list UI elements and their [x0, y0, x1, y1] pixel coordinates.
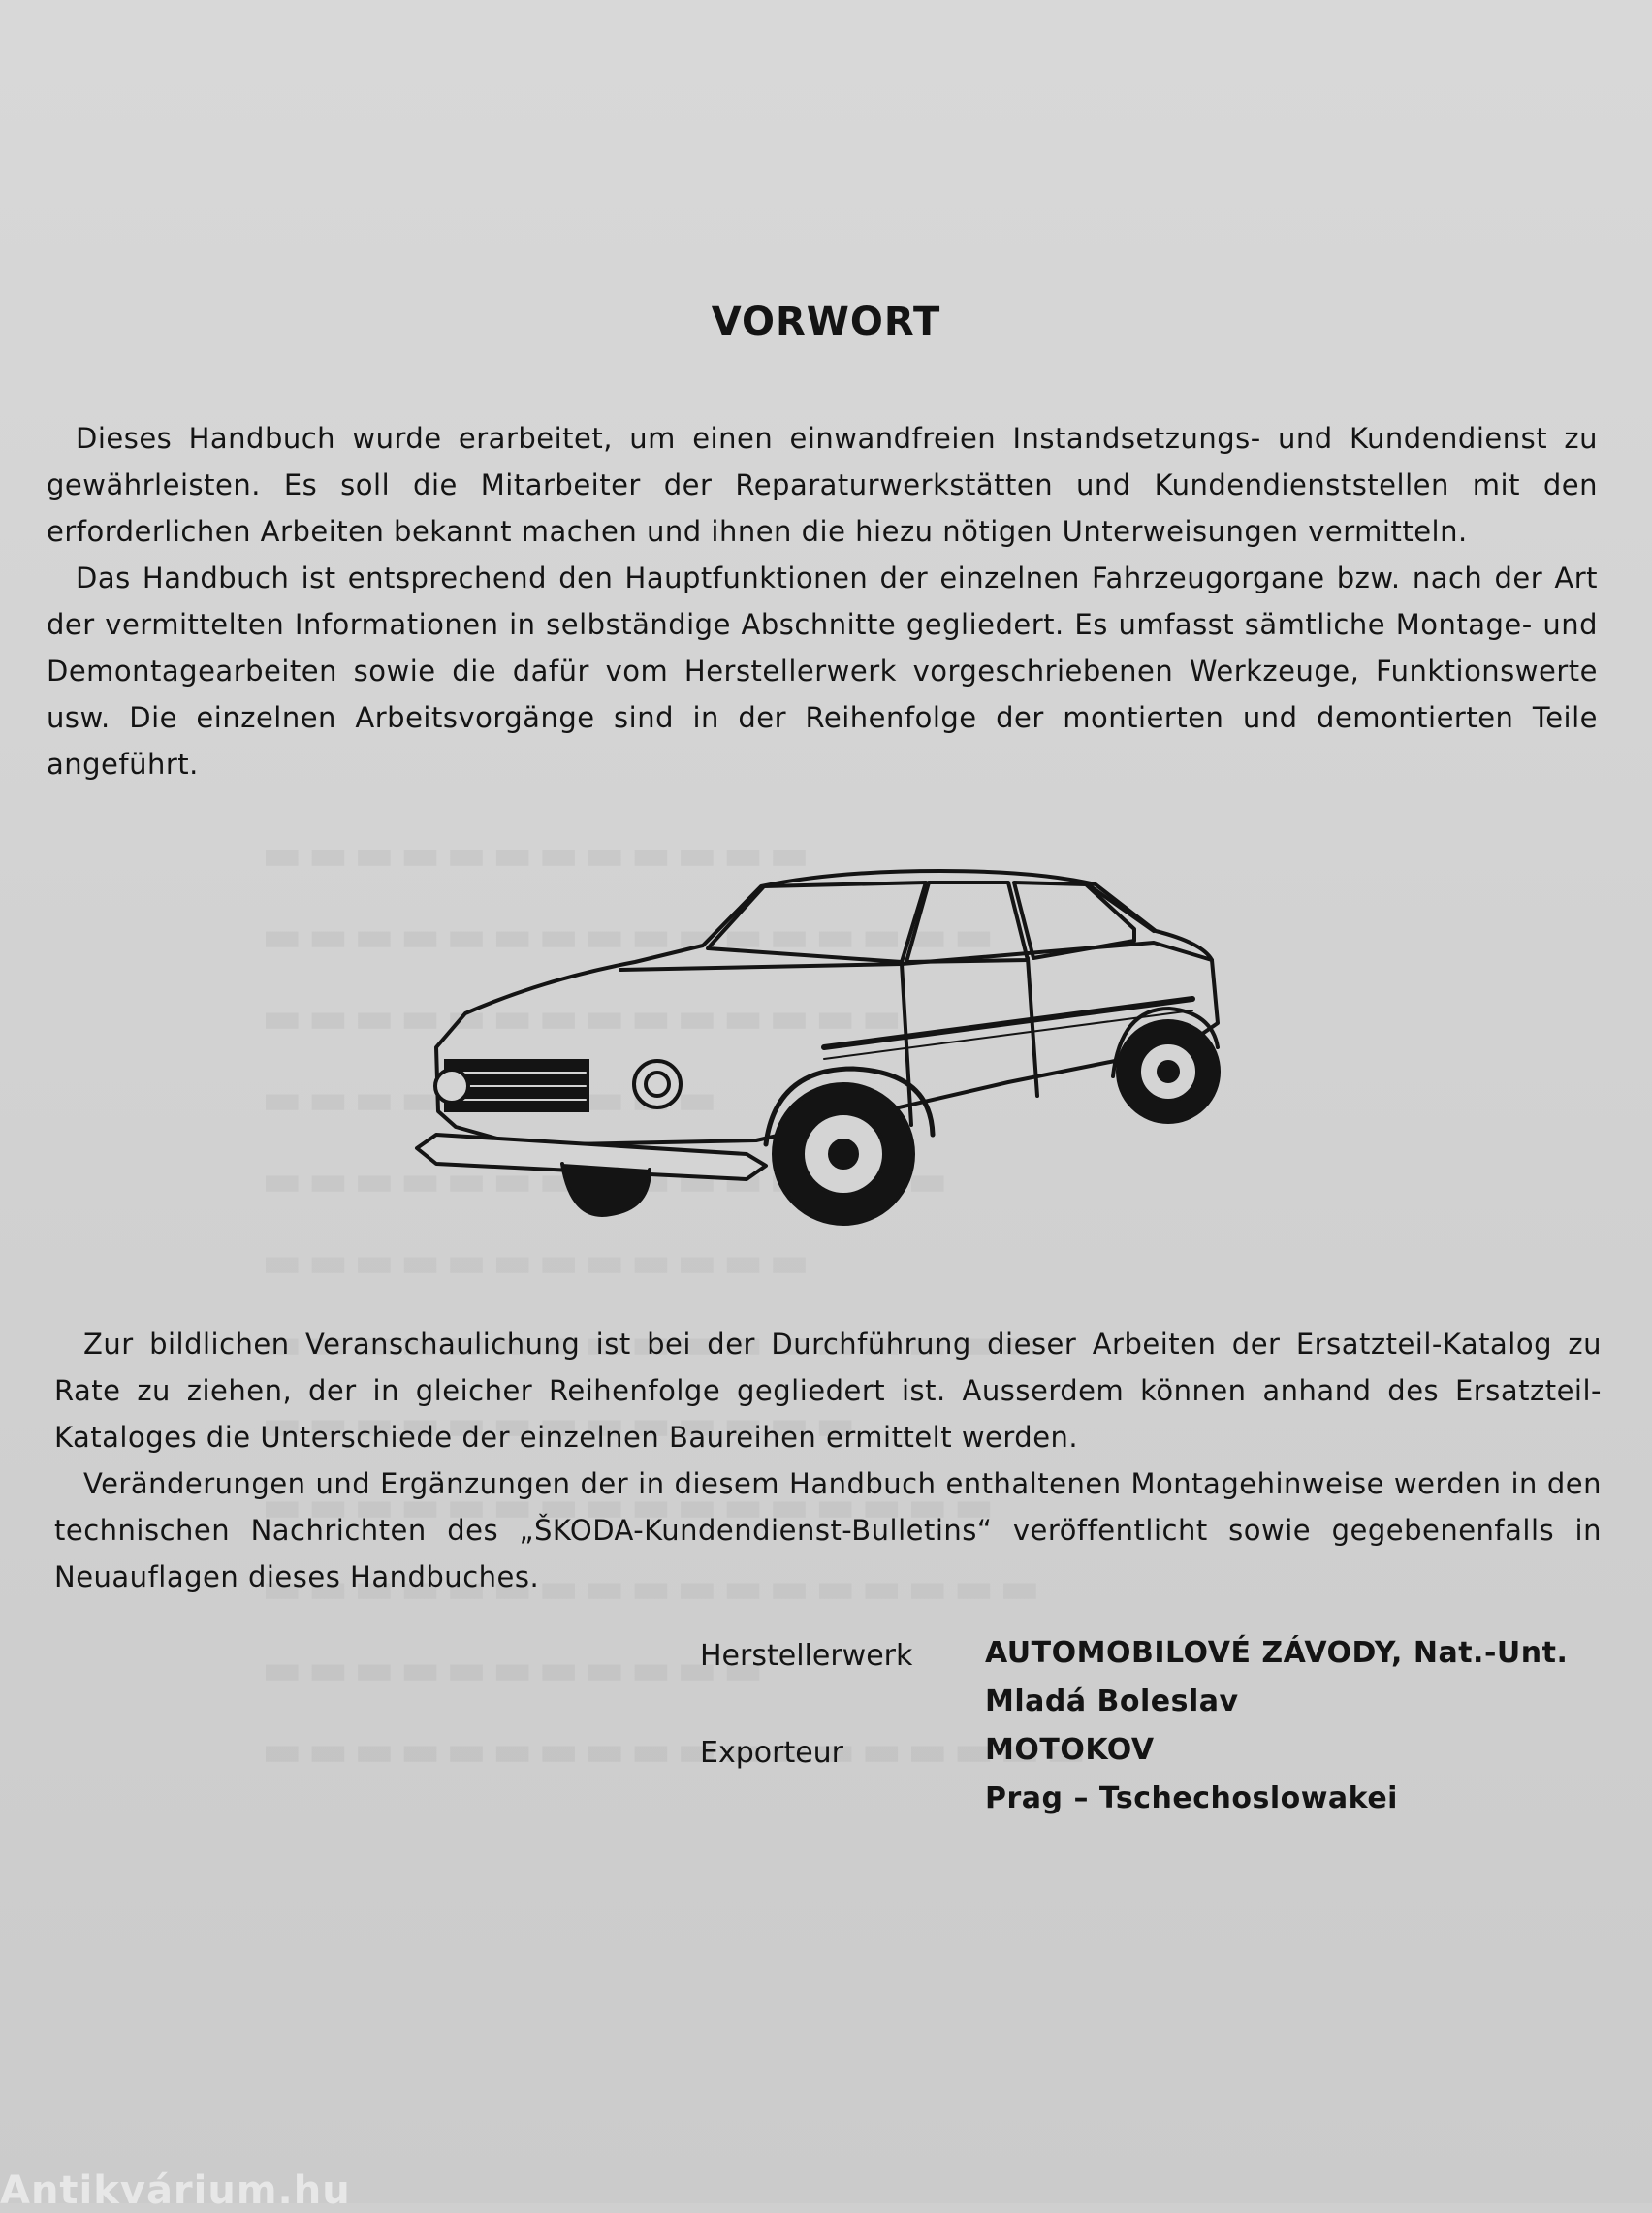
- car-door-line: [1028, 958, 1037, 1096]
- car-front-door-window: [906, 882, 1028, 962]
- page-title: VORWORT: [711, 299, 941, 344]
- exporter-label: Exporteur: [700, 1736, 844, 1770]
- intro-text: [47, 415, 1598, 787]
- outro-text: [54, 1321, 1602, 1600]
- car-windshield: [708, 882, 926, 962]
- intro-paragraph: Dieses Handbuch wurde erarbeitet, um einen einwandfreien Instandsetzungs- und Kundendienst zu gewährleisten. Es soll die Mitarbeiter der Reparaturwerkstätten und Kundendienststellen mit den erforderlichen Arbeiten bekannt machen und ihnen die hiezu nötigen Unterweisungen vermitteln.: [47, 422, 1598, 548]
- manufacturer-label: Herstellerwerk: [700, 1639, 913, 1673]
- watermark: Antikvárium.hu: [0, 2168, 351, 2213]
- manufacturer-city: Mladá Boleslav: [985, 1684, 1239, 1718]
- exporter-name: MOTOKOV: [985, 1733, 1155, 1767]
- exporter-city: Prag – Tschechoslowakei: [985, 1781, 1398, 1815]
- manufacturer-name: AUTOMOBILOVÉ ZÁVODY, Nat.-Unt.: [985, 1636, 1569, 1670]
- intro-paragraph: Das Handbuch ist entsprechend den Hauptfunktionen der einzelnen Fahrzeugorgane bzw. nach der Art der vermittelten Informationen in selbständige Abschnitte gegliedert. Es umfasst sämtliche Montage- und Demontagearbeiten sowie die dafür vom Herstellerwerk vorgeschriebenen Werkzeuge, Funktionswerte usw. Die einzelnen Arbeitsvorgänge sind in der Reihenfolge der montierten und demontierten Teile angeführt.: [47, 561, 1598, 781]
- car-c-pillar: [1088, 884, 1154, 931]
- outro-paragraph: Zur bildlichen Veranschaulichung ist bei der Durchführung dieser Arbeiten der Ersatzteil-Katalog zu Rate zu ziehen, der in gleicher Reihenfolge gegliedert ist. Ausserdem können anhand des Ersatzteil-Kataloges die Unterschiede der einzelnen Baureihen ermittelt werden.: [54, 1328, 1602, 1454]
- car-door-line: [902, 964, 911, 1125]
- outro-paragraph: Veränderungen und Ergänzungen der in diesem Handbuch enthaltenen Montagehinweise werden in den technischen Nachrichten des „ŠKODA-Kundendienst-Bulletins“ veröffentlicht sowie gegebenenfalls in Neuauflagen dieses Handbuches.: [54, 1467, 1602, 1593]
- car-front-wheel: [774, 1084, 913, 1224]
- car-headlight: [435, 1070, 468, 1103]
- car-rear-wheel: [1118, 1021, 1219, 1122]
- car-headlight: [634, 1061, 681, 1107]
- car-illustration: [397, 853, 1251, 1280]
